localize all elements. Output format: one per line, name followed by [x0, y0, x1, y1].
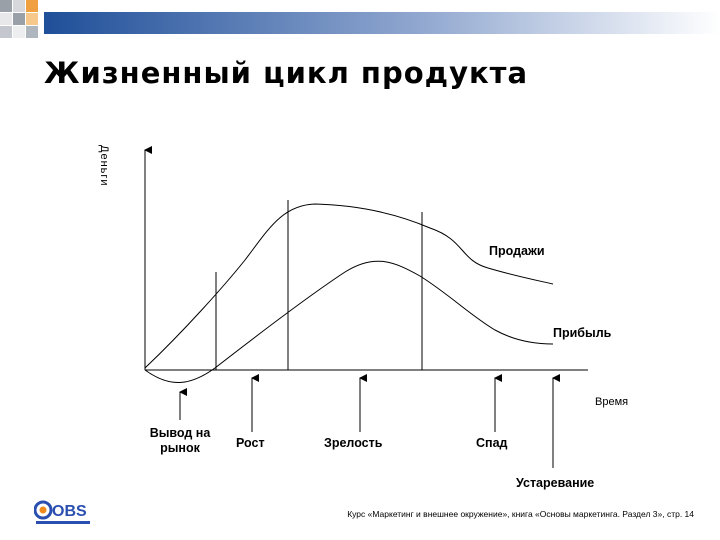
profit-curve-label: Прибыль	[553, 326, 612, 340]
stage-label-decline: Спад	[476, 436, 508, 450]
sales-curve	[145, 204, 553, 368]
profit-curve	[145, 261, 553, 382]
stage-label-growth: Рост	[236, 436, 265, 450]
x-axis-label: Время	[595, 396, 629, 408]
sales-curve-label: Продажи	[489, 244, 545, 258]
slide-title: Жизненный цикл продукта	[44, 56, 529, 90]
stage-label-introduction: Вывод на рынок	[149, 426, 211, 455]
footer-note: Курс «Маркетинг и внешнее окружение», книга «Основы маркетинга. Раздел 3», стр. 14	[347, 509, 694, 519]
stage-label-obsolescence: Устаревание	[516, 476, 595, 490]
stage-label-maturity: Зрелость	[324, 436, 383, 450]
logo-text: OBS	[52, 503, 87, 520]
obs-logo	[34, 498, 92, 526]
y-axis-label: Деньги	[98, 145, 110, 187]
